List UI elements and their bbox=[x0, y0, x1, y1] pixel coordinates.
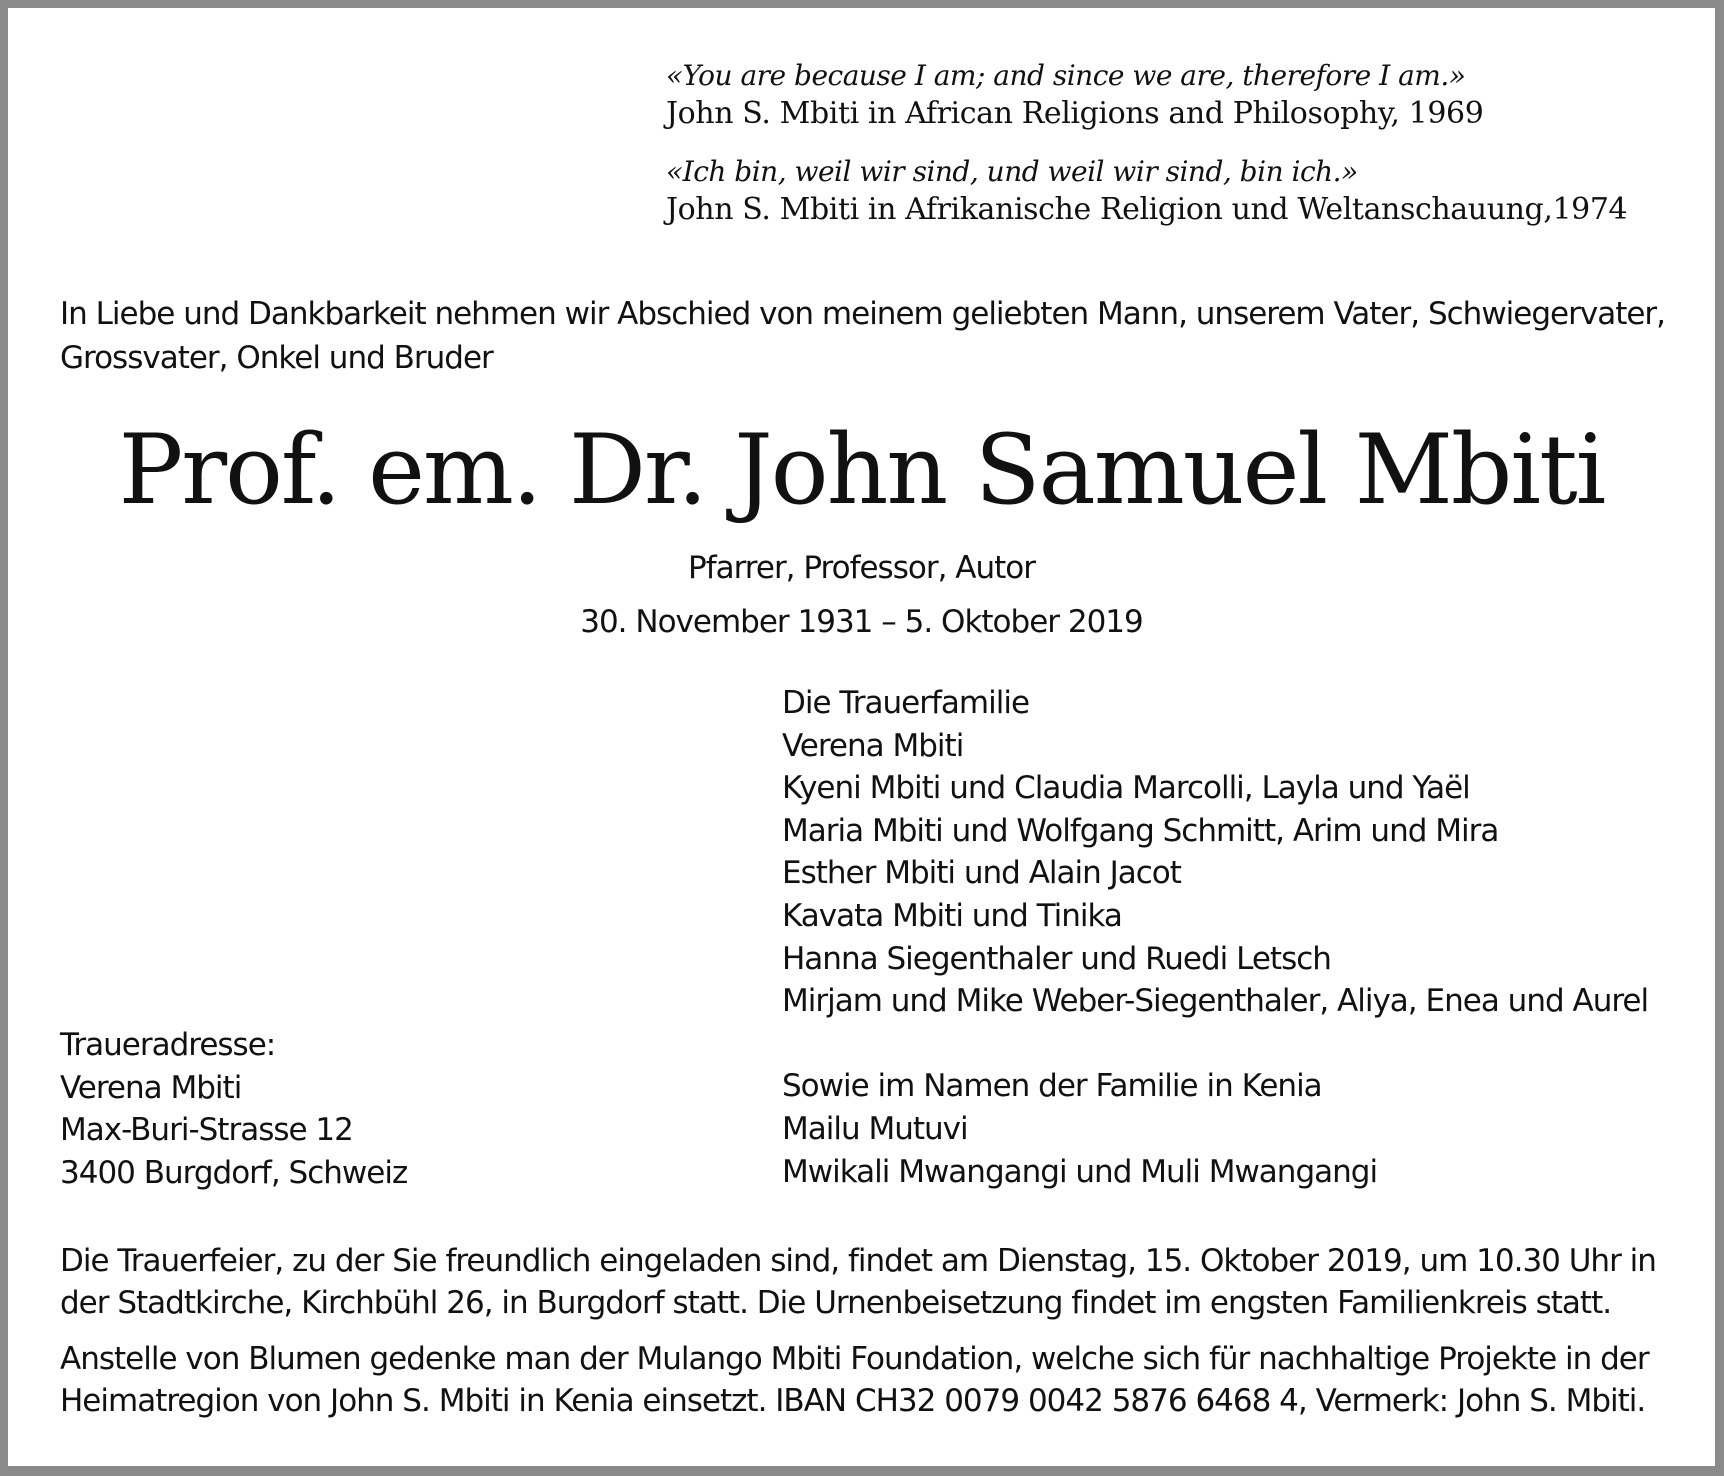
mourning-address bbox=[60, 1024, 660, 1194]
family-line: Mailu Mutuvi bbox=[782, 1110, 968, 1147]
mourning-family bbox=[782, 682, 1702, 1193]
quote-source: John S. Mbiti in African Religions and Philosophy, 1969 bbox=[666, 96, 1484, 131]
family-line: Sowie im Namen der Familie in Kenia bbox=[782, 1068, 1322, 1105]
obituary-notice bbox=[8, 8, 1715, 1466]
quote-source: John S. Mbiti in Afrikanische Religion und Weltanschauung,1974 bbox=[666, 192, 1628, 227]
quote-text: «Ich bin, weil wir sind, und weil wir sind, bin ich.» bbox=[666, 155, 1358, 188]
family-line: Mirjam und Mike Weber-Siegenthaler, Aliya, Enea und Aurel bbox=[782, 983, 1649, 1020]
family-line: Hanna Siegenthaler und Ruedi Letsch bbox=[782, 940, 1331, 977]
quote-english bbox=[666, 58, 1706, 134]
family-line: Kyeni Mbiti und Claudia Marcolli, Layla und Yaël bbox=[782, 770, 1470, 807]
address-line: Verena Mbiti bbox=[60, 1069, 242, 1106]
epigraph-quotes bbox=[666, 58, 1706, 250]
intro-text: In Liebe und Dankbarkeit nehmen wir Abschied von meinem geliebten Mann, unserem Vater, Schwiegervater, Grossvater, Onkel und Bruder bbox=[60, 296, 1666, 376]
family-line: Verena Mbiti bbox=[782, 727, 964, 764]
quote-text: «You are because I am; and since we are, therefore I am.» bbox=[666, 59, 1466, 92]
family-line: Die Trauerfamilie bbox=[782, 685, 1030, 721]
quote-german bbox=[666, 154, 1706, 230]
life-dates: 30. November 1931 – 5. Oktober 2019 bbox=[580, 604, 1143, 640]
kenya-family bbox=[782, 1065, 1702, 1193]
address-line: Max-Buri-Strasse 12 bbox=[60, 1112, 353, 1149]
deceased-name: Prof. em. Dr. John Samuel Mbiti bbox=[118, 414, 1605, 526]
ceremony-notice: Die Trauerfeier, zu der Sie freundlich eingeladen sind, findet am Dienstag, 15. Oktober 2019, um 10.30 Uhr in der Stadtkirche, Kirchbühl 26, in Burgdorf statt. Die Urnenbeisetzung findet im engsten Familienkreis statt. bbox=[60, 1243, 1656, 1321]
family-line: Kavata Mbiti und Tinika bbox=[782, 897, 1122, 934]
family-line: Maria Mbiti und Wolfgang Schmitt, Arim und Mira bbox=[782, 812, 1499, 849]
occupation: Pfarrer, Professor, Autor bbox=[688, 550, 1035, 586]
family-line: Mwikali Mwangangi und Muli Mwangangi bbox=[782, 1153, 1378, 1190]
address-label: Traueradresse: bbox=[60, 1027, 276, 1063]
donation-notice: Anstelle von Blumen gedenke man der Mulango Mbiti Foundation, welche sich für nachhaltige Projekte in der Heimatregion von John S. Mbiti in Kenia einsetzt. IBAN CH32 0079 0042 5876 6468 4, Vermerk: John S. Mbiti. bbox=[60, 1341, 1649, 1419]
address-line: 3400 Burgdorf, Schweiz bbox=[60, 1154, 408, 1191]
family-line: Esther Mbiti und Alain Jacot bbox=[782, 855, 1181, 892]
